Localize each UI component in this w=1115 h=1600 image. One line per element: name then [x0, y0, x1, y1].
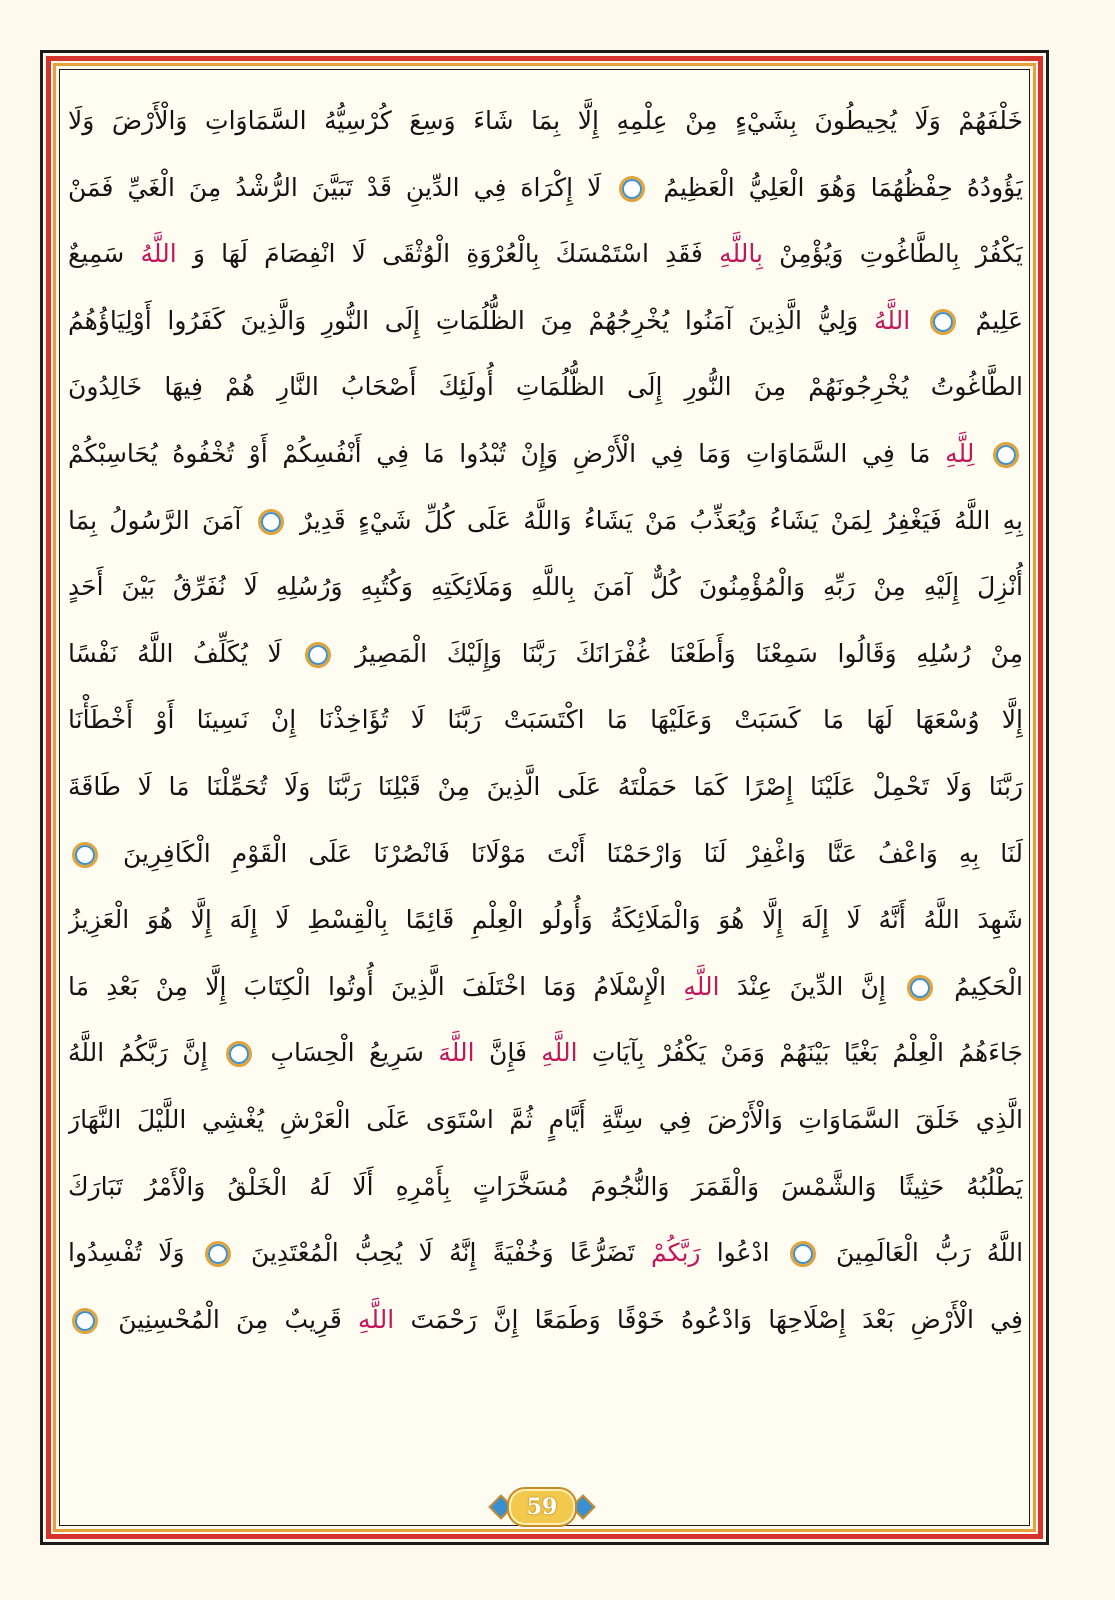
divine-name-highlight: اللَّهِ [541, 1038, 578, 1068]
divine-name-highlight: رَبَّكُمْ [651, 1238, 701, 1268]
text-line [68, 1287, 1023, 1354]
text-line [68, 1220, 1023, 1287]
verse-end-marker-icon [907, 975, 933, 1001]
quran-text [68, 88, 1023, 1508]
text-line [68, 421, 1023, 488]
verse-text: الَّذِي خَلَقَ السَّمَاوَاتِ وَالْأَرْضَ فِي سِتَّةِ أَيَّامٍ ثُمَّ اسْتَوَى عَلَى الْعَرْشِ يُغْشِي اللَّيْلَ النَّهَارَ [68, 1104, 1023, 1134]
verse-text: فِي الْأَرْضِ بَعْدَ إِصْلَاحِهَا وَادْعُوهُ خَوْفًا وَطَمَعًا إِنَّ رَحْمَتَ [410, 1304, 1023, 1334]
verse-text: إِنَّ الدِّينَ عِنْدَ [736, 971, 886, 1001]
divine-name-highlight: اللَّهُ [873, 305, 911, 335]
text-line [68, 887, 1023, 954]
verse-text: يَؤُودُهُ حِفْظُهُمَا وَهُوَ الْعَلِيُّ الْعَظِيمُ [663, 172, 1023, 202]
verse-text: رَبَّنَا وَلَا تَحْمِلْ عَلَيْنَا إِصْرًا كَمَا حَمَلْتَهُ عَلَى الَّذِينَ مِنْ قَبْلِنَا رَبَّنَا وَلَا تُحَمِّلْنَا مَا لَا طَاقَةَ [68, 771, 1023, 801]
verse-text: يَطْلُبُهُ حَثِيثًا وَالشَّمْسَ وَالْقَمَرَ وَالنُّجُومَ مُسَخَّرَاتٍ بِأَمْرِهِ أَلَا لَهُ الْخَلْقُ وَالْأَمْرُ تَبَارَكَ [68, 1171, 1023, 1201]
verse-end-marker-icon [258, 509, 284, 535]
text-line [68, 354, 1023, 421]
verse-end-marker-icon [72, 1308, 98, 1334]
verse-text: بِهِ اللَّهُ فَيَغْفِرُ لِمَنْ يَشَاءُ وَيُعَذِّبُ مَنْ يَشَاءُ وَاللَّهُ عَلَى كُلِّ شَيْءٍ قَدِيرٌ [299, 505, 1023, 535]
verse-text: ادْعُوا [716, 1238, 770, 1268]
text-line [68, 1020, 1023, 1087]
text-line [68, 821, 1023, 888]
verse-text: خَلْفَهُمْ وَلَا يُحِيطُونَ بِشَيْءٍ مِنْ عِلْمِهِ إِلَّا بِمَا شَاءَ وَسِعَ كُرْسِيُّهُ السَّمَاوَاتِ وَالْأَرْضَ وَلَا [68, 106, 1023, 135]
text-line [68, 488, 1023, 555]
text-line [68, 1154, 1023, 1221]
divine-name-highlight: لِلَّهِ [945, 438, 975, 468]
verse-text: قَرِيبٌ مِنَ الْمُحْسِنِينَ [118, 1304, 342, 1334]
verse-text: لَنَا بِهِ وَاعْفُ عَنَّا وَاغْفِرْ لَنَا وَارْحَمْنَا أَنْتَ مَوْلَانَا فَانْصُرْنَا عَلَى الْقَوْمِ الْكَافِرِينَ [123, 838, 1023, 868]
verse-end-marker-icon [72, 842, 98, 868]
divine-name-highlight: اللَّهَ [438, 1038, 475, 1068]
verse-end-marker-icon [205, 1241, 231, 1267]
verse-text: الْحَكِيمُ [954, 971, 1023, 1001]
text-line [68, 88, 1023, 155]
verse-end-marker-icon [993, 442, 1019, 468]
verse-text: إِلَّا وُسْعَهَا لَهَا مَا كَسَبَتْ وَعَلَيْهَا مَا اكْتَسَبَتْ رَبَّنَا لَا تُؤَاخِذْنَا إِنْ نَسِينَا أَوْ أَخْطَأْنَا [68, 705, 1023, 735]
verse-end-marker-icon [619, 176, 645, 202]
verse-text: فَقَدِ اسْتَمْسَكَ بِالْعُرْوَةِ الْوُثْقَى لَا انْفِصَامَ لَهَا وَ [192, 239, 703, 269]
verse-end-marker-icon [305, 642, 331, 668]
verse-end-marker-icon [790, 1241, 816, 1267]
verse-text: إِنَّ رَبَّكُمُ اللَّهُ [68, 1038, 208, 1068]
verse-text: وَلَا تُفْسِدُوا [68, 1238, 185, 1268]
divine-name-highlight: اللَّهِ [683, 971, 720, 1001]
text-line [68, 155, 1023, 222]
verse-text: اللَّهُ رَبُّ الْعَالَمِينَ [835, 1238, 1023, 1268]
text-line [68, 687, 1023, 754]
verse-text: سَرِيعُ الْحِسَابِ [270, 1038, 424, 1068]
text-line [68, 554, 1023, 621]
verse-text: لَا إِكْرَاهَ فِي الدِّينِ قَدْ تَبَيَّنَ الرُّشْدُ مِنَ الْغَيِّ فَمَنْ [68, 172, 602, 202]
verse-text: فَإِنَّ [488, 1038, 527, 1068]
verse-text: مِنْ رُسُلِهِ وَقَالُوا سَمِعْنَا وَأَطَعْنَا غُفْرَانَكَ رَبَّنَا وَإِلَيْكَ الْمَصِيرُ [355, 638, 1023, 668]
text-line [68, 221, 1023, 288]
verse-text: آمَنَ الرَّسُولُ بِمَا [68, 505, 242, 535]
verse-text: لَا يُكَلِّفُ اللَّهُ نَفْسًا [68, 638, 282, 668]
verse-text: مَا فِي السَّمَاوَاتِ وَمَا فِي الْأَرْضِ وَإِنْ تُبْدُوا مَا فِي أَنْفُسِكُمْ أَوْ تُخْفُوهُ يُحَاسِبْكُمْ [68, 438, 931, 468]
text-line [68, 288, 1023, 355]
verse-end-marker-icon [930, 309, 956, 335]
text-line [68, 1087, 1023, 1154]
verse-text: يَكْفُرْ بِالطَّاغُوتِ وَيُؤْمِنْ [779, 239, 1023, 269]
verse-text: عَلِيمٌ [975, 305, 1023, 335]
text-line [68, 754, 1023, 821]
verse-text: الطَّاغُوتُ يُخْرِجُونَهُمْ مِنَ النُّورِ إِلَى الظُّلُمَاتِ أُولَئِكَ أَصْحَابُ النَّارِ هُمْ فِيهَا خَالِدُونَ [68, 372, 1023, 402]
divine-name-highlight: اللَّهُ [140, 239, 177, 269]
verse-text: سَمِيعٌ [68, 239, 125, 269]
verse-text: شَهِدَ اللَّهُ أَنَّهُ لَا إِلَهَ إِلَّا هُوَ وَالْمَلَائِكَةُ وَأُولُو الْعِلْمِ قَائِمًا بِالْقِسْطِ لَا إِلَهَ إِلَّا هُوَ الْعَزِيزُ [68, 905, 1023, 935]
divine-name-highlight: بِاللَّهِ [719, 239, 763, 269]
verse-text: تَضَرُّعًا وَخُفْيَةً إِنَّهُ لَا يُحِبُّ الْمُعْتَدِينَ [250, 1238, 635, 1268]
divine-name-highlight: اللَّهِ [358, 1304, 395, 1334]
verse-end-marker-icon [226, 1041, 252, 1067]
verse-text: أُنْزِلَ إِلَيْهِ مِنْ رَبِّهِ وَالْمُؤْمِنُونَ كُلٌّ آمَنَ بِاللَّهِ وَمَلَائِكَتِهِ وَكُتُبِهِ وَرُسُلِهِ لَا نُفَرِّقُ بَيْنَ أَحَدٍ [68, 572, 1023, 602]
verse-text: جَاءَهُمُ الْعِلْمُ بَغْيًا بَيْنَهُمْ وَمَنْ يَكْفُرْ بِآيَاتِ [591, 1038, 1023, 1068]
page-number: 59 [507, 1487, 577, 1527]
text-line [68, 621, 1023, 688]
text-line [68, 954, 1023, 1021]
verse-text: الْإِسْلَامُ وَمَا اخْتَلَفَ الَّذِينَ أُوتُوا الْكِتَابَ إِلَّا مِنْ بَعْدِ مَا [68, 971, 667, 1001]
verse-text: وَلِيُّ الَّذِينَ آمَنُوا يُخْرِجُهُمْ مِنَ الظُّلُمَاتِ إِلَى النُّورِ وَالَّذِينَ كَفَرُوا أَوْلِيَاؤُهُمُ [68, 305, 859, 335]
